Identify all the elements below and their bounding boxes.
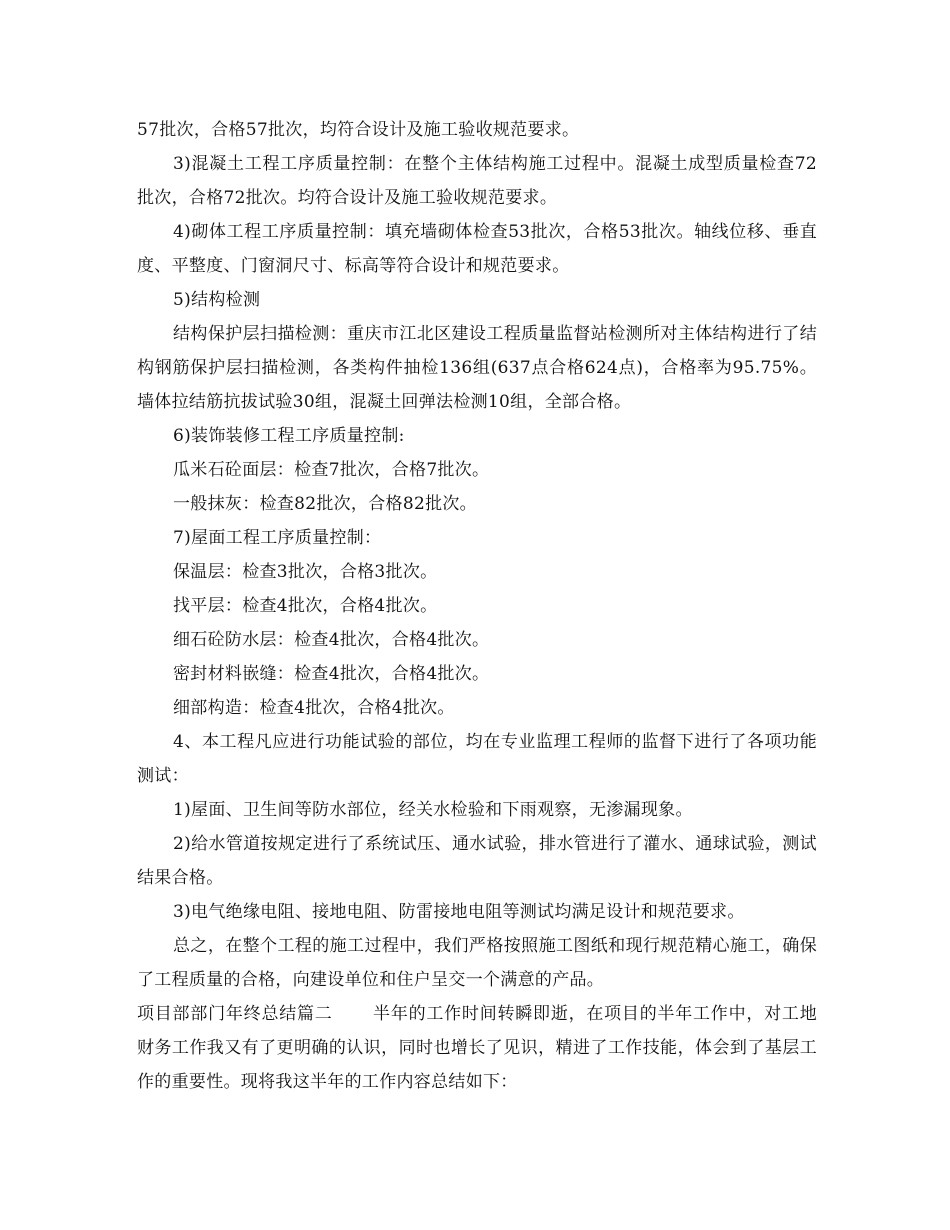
document-body [137,113,817,1099]
paragraph-19: 总之，在整个工程的施工过程中，我们严格按照施工图纸和现行规范精心施工，确保了工程质量的合格，向建设单位和住户呈交一个满意的产品。 [137,936,817,990]
paragraph-18: 3)电气绝缘电阻、接地电阻、防雷接地电阻等测试均满足设计和规范要求。 [173,902,745,922]
section-body: 半年的工作时间转瞬即逝，在项目的半年工作中，对工地财务工作我又有了更明确的认识，同时也增长了见识，精进了工作技能，体会到了基层工作的重要性。现将我这半年的工作内容总结如下： [137,1004,817,1092]
paragraph-12: 细石砼防水层：检查4批次，合格4批次。 [173,630,490,650]
paragraph-11: 找平层：检查4批次，合格4批次。 [173,596,438,616]
paragraph-13: 密封材料嵌缝：检查4批次，合格4批次。 [173,664,490,684]
paragraph-10: 保温层：检查3批次，合格3批次。 [173,562,438,582]
paragraph-2: 3)混凝土工程工序质量控制：在整个主体结构施工过程中。混凝土成型质量检查72批次，合格72批次。均符合设计及施工验收规范要求。 [137,154,817,208]
paragraph-1: 57批次，合格57批次，均符合设计及施工验收规范要求。 [137,120,580,140]
paragraph-9: 7)屋面工程工序质量控制： [173,528,382,548]
paragraph-15: 4、本工程凡应进行功能试验的部位，均在专业监理工程师的监督下进行了各项功能测试： [137,732,817,786]
paragraph-17: 2)给水管道按规定进行了系统试压、通水试验，排水管进行了灌水、通球试验，测试结果合格。 [137,834,817,888]
paragraph-14: 细部构造：检查4批次，合格4批次。 [173,698,455,718]
section-heading: 项目部部门年终总结篇二 [137,1004,333,1024]
paragraph-8: 一般抹灰：检查82批次，合格82批次。 [173,494,477,514]
paragraph-6: 6)装饰装修工程工序质量控制: [173,426,405,446]
paragraph-5: 结构保护层扫描检测：重庆市江北区建设工程质量监督站检测所对主体结构进行了结构钢筋保护层扫描检测，各类构件抽检136组(637点合格624点)，合格率为95.75%。墙体拉结筋抗拔试验30组，混凝土回弹法检测10组，全部合格。 [137,324,817,412]
paragraph-3: 4)砌体工程工序质量控制：填充墙砌体检查53批次，合格53批次。轴线位移、垂直度、平整度、门窗洞尺寸、标高等符合设计和规范要求。 [137,222,817,276]
paragraph-16: 1)屋面、卫生间等防水部位，经关水检验和下雨观察，无渗漏现象。 [173,800,693,820]
paragraph-4: 5)结构检测 [173,290,261,310]
section-paragraph [137,997,817,1099]
paragraph-7: 瓜米石砼面层：检查7批次，合格7批次。 [173,460,490,480]
